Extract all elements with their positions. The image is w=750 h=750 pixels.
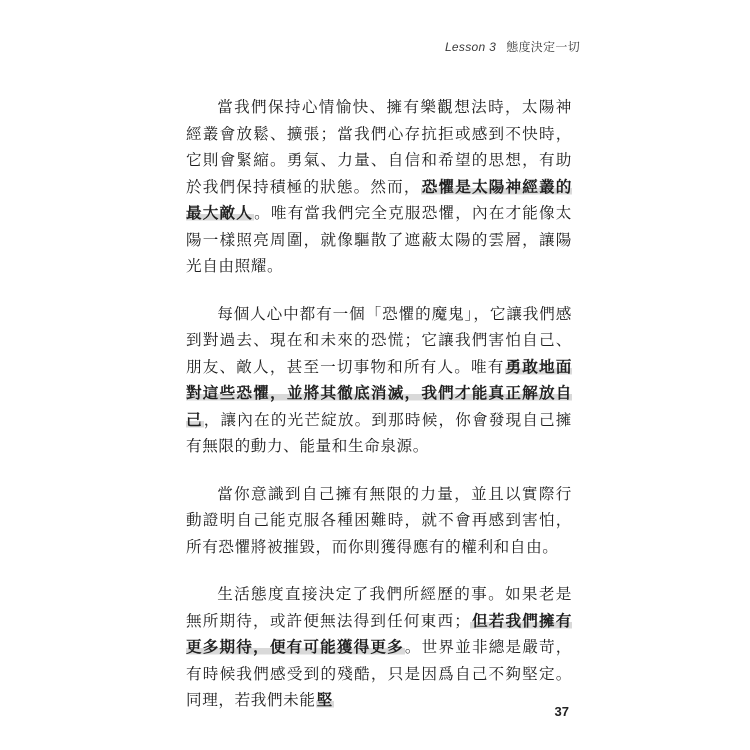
page-number: 37	[554, 704, 569, 719]
text-run: ，讓內在的光芒綻放。到那時候，你會發現自己擁有無限的動力、能量和生命泉源。	[186, 410, 572, 455]
paragraph	[186, 581, 572, 714]
text-run: 。唯有當我們完全克服恐懼，內在才能像太陽一樣照亮周圍，就像驅散了遮蔽太陽的雲層，讓陽光自由照耀。	[186, 204, 572, 275]
paragraph	[186, 94, 572, 280]
paragraph	[186, 301, 572, 460]
paragraph	[186, 481, 572, 561]
lesson-label: Lesson 3	[444, 40, 497, 54]
body-text	[186, 94, 572, 735]
text-run: 當你意識到自己擁有無限的力量，並且以實際行動證明自己能克服各種困難時，就不會再感到害怕，所有恐懼將被摧毀，而你則獲得應有的權利和自由。	[186, 484, 572, 556]
text-run: 每個人心中都有一個「恐懼的魔鬼」，它讓我們感到對過去、現在和未來的恐慌；它讓我們害怕自己、朋友、敵人，甚至一切事物和所有人。唯有	[186, 304, 572, 376]
highlighted-text: 但若我們擁有更多期待，便有可能獲得更多	[186, 611, 573, 656]
running-header	[445, 38, 580, 55]
highlighted-text: 堅	[316, 691, 333, 709]
highlighted-text: 恐懼是太陽神經叢的最大敵人	[186, 177, 572, 222]
text-run: 生活態度直接決定了我們所經歷的事。如果老是無所期待，或許便無法得到任何東西；	[186, 585, 572, 630]
text-run: 。世界並非總是嚴苛，有時候我們感受到的殘酷，只是因爲自己不夠堅定。同理，若我們未能	[186, 638, 572, 709]
text-run: 當我們保持心情愉快、擁有樂觀想法時，太陽神經叢會放鬆、擴張；當我們心存抗拒或感到不快時，它則會緊縮。勇氣、力量、自信和希望的思想，有助於我們保持積極的狀態。然而，	[186, 98, 572, 196]
highlighted-text: 勇敢地面對這些恐懼，並將其徹底消滅，我們才能真正解放自己	[186, 357, 572, 429]
chapter-title: 態度決定一切	[506, 40, 580, 54]
